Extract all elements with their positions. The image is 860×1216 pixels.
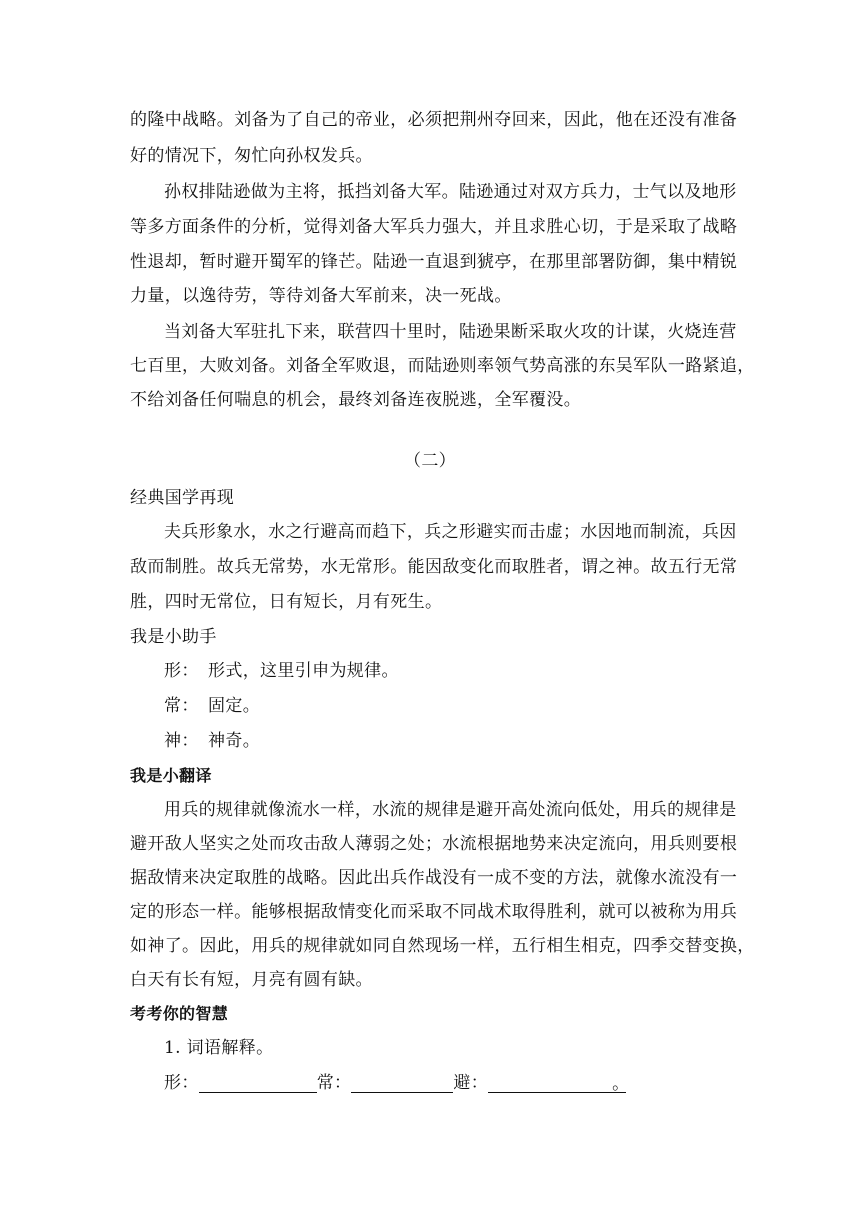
translate-title: 我是小翻译 [130, 766, 212, 785]
story-line-5: 性退却，暂时避开蜀军的锋芒。陆逊一直退到猇亭，在那里部署防御，集中精锐 [130, 252, 738, 272]
fill-label-bi: 避： [453, 1073, 489, 1093]
helper-term: 神： [164, 731, 199, 751]
helper-def: 神奇。 [208, 731, 261, 751]
classic-line-2: 敌而制胜。故兵无常势，水无常形。能因敌变化而取胜者，谓之神。故五行无常 [130, 557, 738, 577]
helper-term: 形： [164, 661, 199, 681]
story-line-1: 的隆中战略。刘备为了自己的帝业，必须把荆州夺回来，因此，他在还没有准备 [130, 110, 738, 130]
translate-line-5: 如神了。因此，用兵的规律就如同自然现场一样，五行相生相克，四季交替变换， [130, 936, 755, 956]
translate-line-2: 避开敌人坚实之处而攻击敌人薄弱之处；水流根据地势来决定流向，用兵则要根 [130, 834, 738, 854]
story-line-6: 力量，以逸待劳，等待刘备大军前来，决一死战。 [130, 286, 512, 306]
section-heading: （二） [403, 451, 457, 471]
question-1: 1. 词语解释。 [164, 1038, 274, 1058]
helper-item-shen [164, 731, 764, 751]
wisdom-title: 考考你的智慧 [130, 1004, 229, 1023]
helper-term: 常： [164, 696, 199, 716]
story-line-9: 不给刘备任何喘息的机会，最终刘备连夜脱逃，全军覆没。 [130, 390, 582, 410]
story-line-8: 七百里，大败刘备。刘备全军败退，而陆逊则率领气势高涨的东吴军队一路紧追， [130, 356, 755, 376]
fill-label-chang: 常： [316, 1073, 352, 1093]
fill-in-row [164, 1073, 764, 1093]
translate-line-1: 用兵的规律就像流水一样，水流的规律是避开高处流向低处，用兵的规律是 [164, 800, 737, 820]
classic-line-3: 胜，四时无常位，日有短长，月有死生。 [130, 592, 443, 612]
translate-line-6: 白天有长有短，月亮有圆有缺。 [130, 970, 373, 990]
story-line-7: 当刘备大军驻扎下来，联营四十里时，陆逊果断采取火攻的计谋，火烧连营 [164, 322, 737, 342]
helper-item-xing [164, 661, 764, 681]
story-line-2: 好的情况下，匆忙向孙权发兵。 [130, 146, 373, 166]
translate-line-3: 据敌情来决定取胜的战略。因此出兵作战没有一成不变的方法，就像水流没有一 [130, 868, 738, 888]
fill-end-mark: 。 [612, 1074, 630, 1094]
story-line-4: 等多方面条件的分析，觉得刘备大军兵力强大，并且求胜心切，于是采取了战略 [130, 217, 738, 237]
answer-blank-chang[interactable] [351, 1074, 453, 1093]
helper-title: 我是小助手 [130, 627, 217, 647]
helper-item-chang [164, 696, 764, 716]
fill-label-xing: 形： [164, 1073, 199, 1093]
answer-blank-bi[interactable] [488, 1074, 630, 1094]
answer-blank-xing[interactable] [199, 1074, 317, 1093]
helper-def: 固定。 [208, 696, 261, 716]
translate-line-4: 定的形态一样。能够根据敌情变化而采取不同战术取得胜利，就可以被称为用兵 [130, 902, 738, 922]
helper-def: 形式，这里引申为规律。 [208, 661, 399, 681]
story-line-3: 孙权排陆逊做为主将，抵挡刘备大军。陆逊通过对双方兵力，士气以及地形 [164, 182, 737, 202]
classic-title: 经典国学再现 [130, 488, 235, 508]
classic-line-1: 夫兵形象水，水之行避高而趋下，兵之形避实而击虚；水因地而制流，兵因 [164, 522, 737, 542]
